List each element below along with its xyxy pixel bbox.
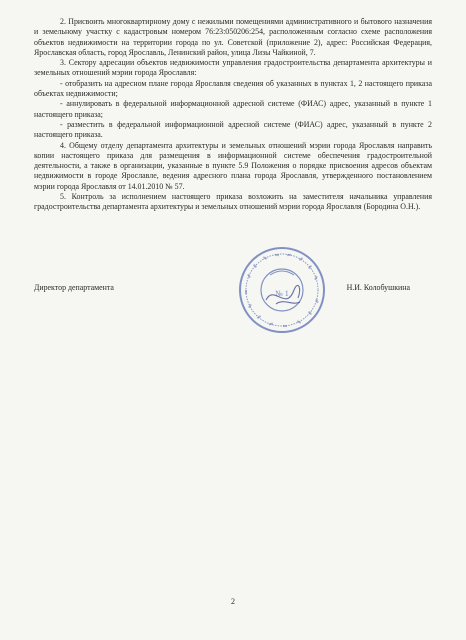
paragraph-3-item-3: - разместить в федеральной информационной адресной системе (ФИАС) адрес, указанный в пункте 2 настоящего приказа.	[34, 119, 432, 140]
signature-block	[34, 283, 432, 297]
paragraph-3-item-1: - отобразить на адресном плане города Ярославля сведения об указанных в пунктах 1, 2 настоящего приказа объектах недвижимости;	[34, 78, 432, 99]
signatory-name: Н.И. Колобушкина	[346, 283, 410, 292]
stamp-number: № 1	[275, 289, 289, 298]
signatory-title: Директор департамента	[34, 283, 114, 292]
page-number: 2	[231, 597, 235, 606]
paragraph-4: 4. Общему отделу департамента архитектуры и земельных отношений мэрии города Ярославля направить копии настоящего приказа для размещения в информационной системе обеспечения градостроительной деятельности, а также в организации, указанные в пункте 5.9 Положения о порядке присвоения адресов объектам недвижимости в городе Ярославле, ведения адресного плана города Ярославля, утвержденного постановлением мэрии города Ярославля от 14.01.2010 № 57.	[34, 140, 432, 191]
paragraph-3: 3. Сектору адресации объектов недвижимости управления градостроительства департамента архитектуры и земельных отношений мэрии города Ярославля:	[34, 58, 432, 78]
paragraph-2: 2. Присвоить многоквартирному дому с нежилыми помещениями административного и бытового назначения и земельному участку с кадастровым номером 76:23:050206:254, расположенным согласно схеме расположения объектов недвижимости на территории города по ул. Советской (приложение 2), адрес: Российская Федерация, Ярославская область, город Ярославль, Ленинский район, улица Лизы Чайкиной, 7.	[34, 17, 432, 57]
document-body	[34, 17, 432, 213]
paragraph-3-item-2: - аннулировать в федеральной информационной адресной системе (ФИАС) адрес, указанный в пункте 1 настоящего приказа;	[34, 99, 432, 119]
paragraph-5: 5. Контроль за исполнением настоящего приказа возложить на заместителя начальника управления градостроительства департамента архитектуры и земельных отношений мэрии города Ярославля (Бородина О.Н.).	[34, 192, 432, 212]
